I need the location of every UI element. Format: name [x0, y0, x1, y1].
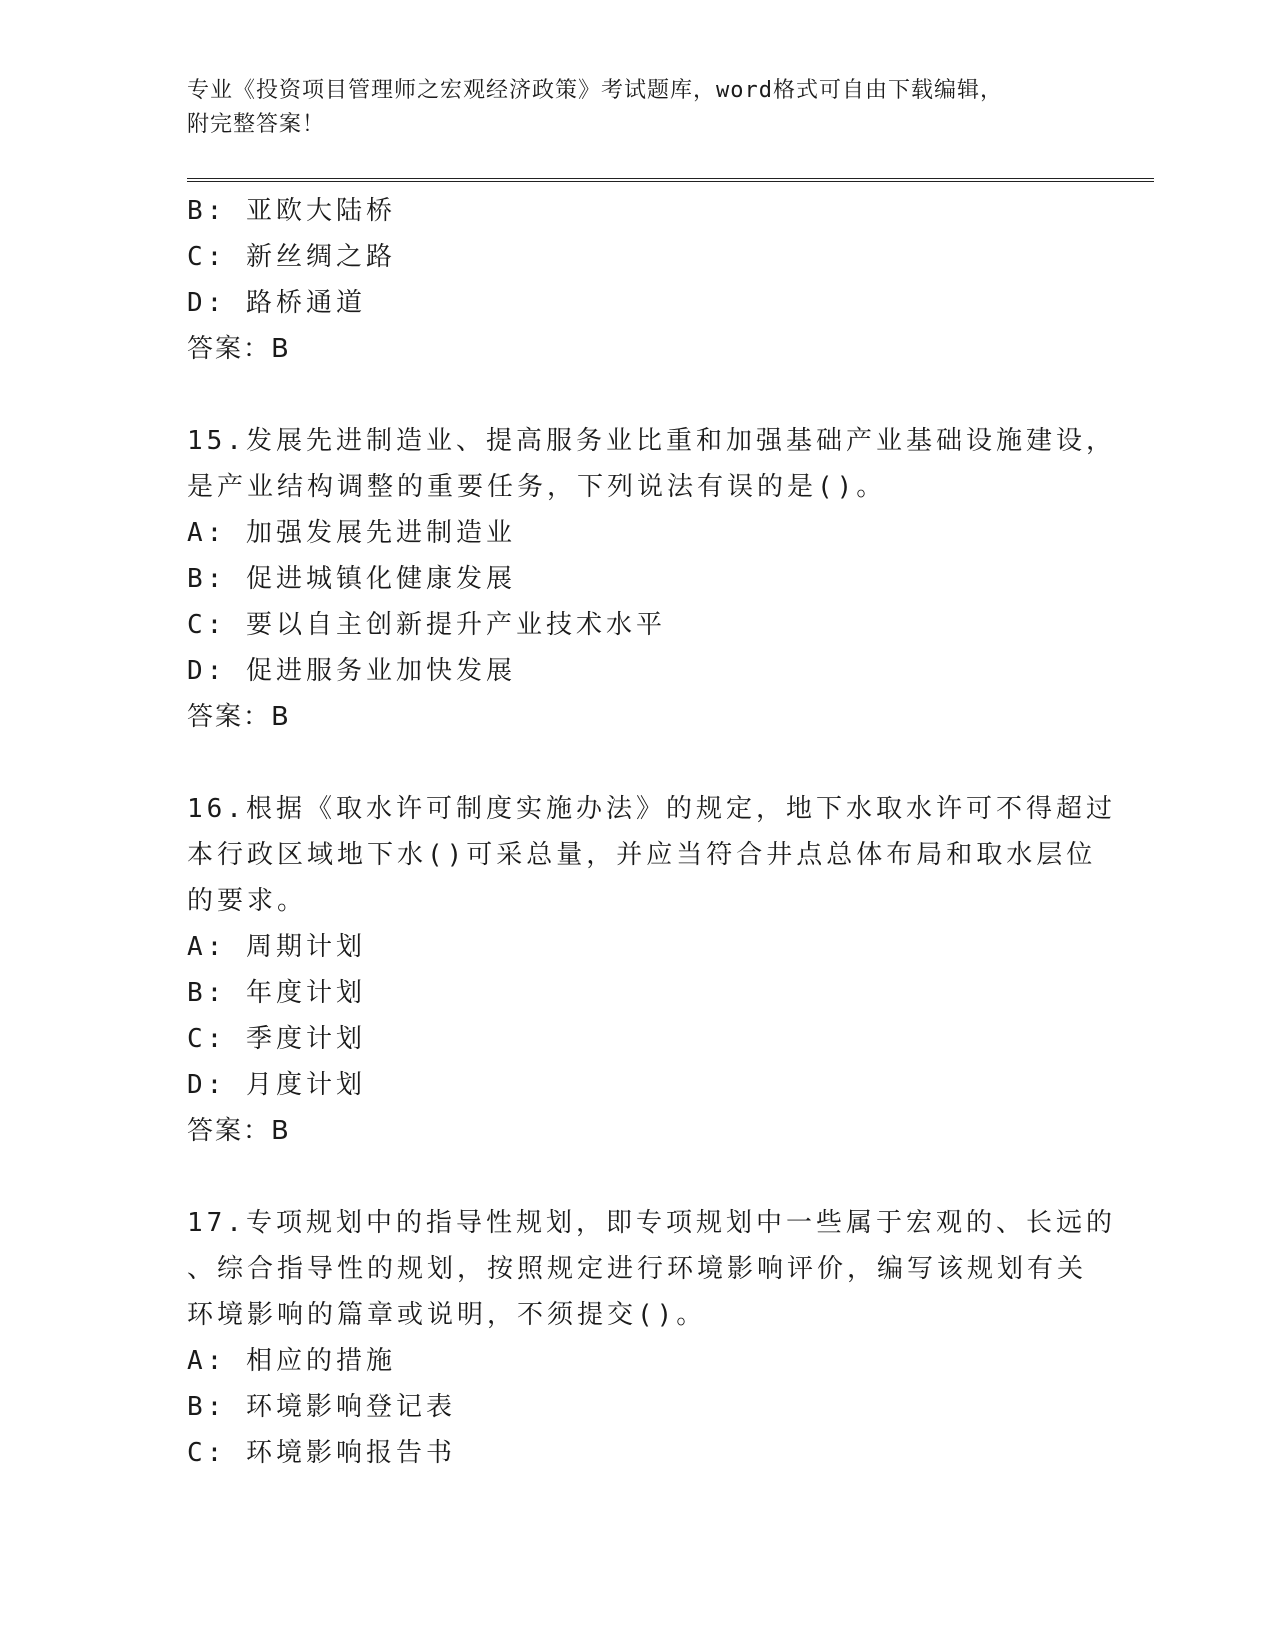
- option-b: B: 亚欧大陆桥: [187, 196, 396, 226]
- question-stem-line: 16.根据《取水许可制度实施办法》的规定，地下水取水许可不得超过: [187, 794, 1116, 824]
- question-stem-line: 环境影响的篇章或说明，不须提交()。: [187, 1300, 707, 1330]
- header-line-2: 附完整答案！: [187, 112, 326, 137]
- spacer: [187, 740, 1087, 786]
- option-a: A: 加强发展先进制造业: [187, 518, 516, 548]
- option-c: C: 新丝绸之路: [187, 242, 396, 272]
- question-17: [187, 1200, 1116, 1476]
- option-c: C: 要以自主创新提升产业技术水平: [187, 610, 666, 640]
- question-stem-line: 是产业结构调整的重要任务，下列说法有误的是()。: [187, 472, 887, 502]
- option-b: B: 促进城镇化健康发展: [187, 564, 516, 594]
- option-a: A: 相应的措施: [187, 1346, 396, 1376]
- question-stem-line: 15.发展先进制造业、提高服务业比重和加强基础产业基础设施建设，: [187, 426, 1116, 456]
- header-divider: [187, 178, 1154, 182]
- option-d: D: 月度计划: [187, 1070, 366, 1100]
- option-b: B: 环境影响登记表: [187, 1392, 456, 1422]
- question-stem-line: 本行政区域地下水()可采总量，并应当符合井点总体布局和取水层位: [187, 840, 1097, 870]
- answer-line: 答案：B: [187, 334, 291, 364]
- answer-line: 答案：B: [187, 1116, 291, 1146]
- spacer: [187, 372, 1087, 418]
- document-body: [187, 188, 1116, 1476]
- question-14-continuation: [187, 188, 1087, 372]
- spacer: [187, 1154, 1087, 1200]
- option-b: B: 年度计划: [187, 978, 366, 1008]
- option-c: C: 季度计划: [187, 1024, 366, 1054]
- option-d: D: 促进服务业加快发展: [187, 656, 516, 686]
- question-stem-line: 17.专项规划中的指导性规划，即专项规划中一些属于宏观的、长远的: [187, 1208, 1116, 1238]
- question-16: [187, 786, 1116, 1154]
- question-stem-line: 、综合指导性的规划，按照规定进行环境影响评价，编写该规划有关: [187, 1254, 1088, 1284]
- option-a: A: 周期计划: [187, 932, 366, 962]
- header-line-1: 专业《投资项目管理师之宏观经济政策》考试题库，word格式可自由下载编辑，: [187, 78, 1003, 103]
- option-d: D: 路桥通道: [187, 288, 366, 318]
- question-15: [187, 418, 1116, 740]
- question-stem-line: 的要求。: [187, 886, 308, 916]
- option-c: C: 环境影响报告书: [187, 1438, 456, 1468]
- document-header: [187, 74, 1087, 142]
- answer-line: 答案：B: [187, 702, 291, 732]
